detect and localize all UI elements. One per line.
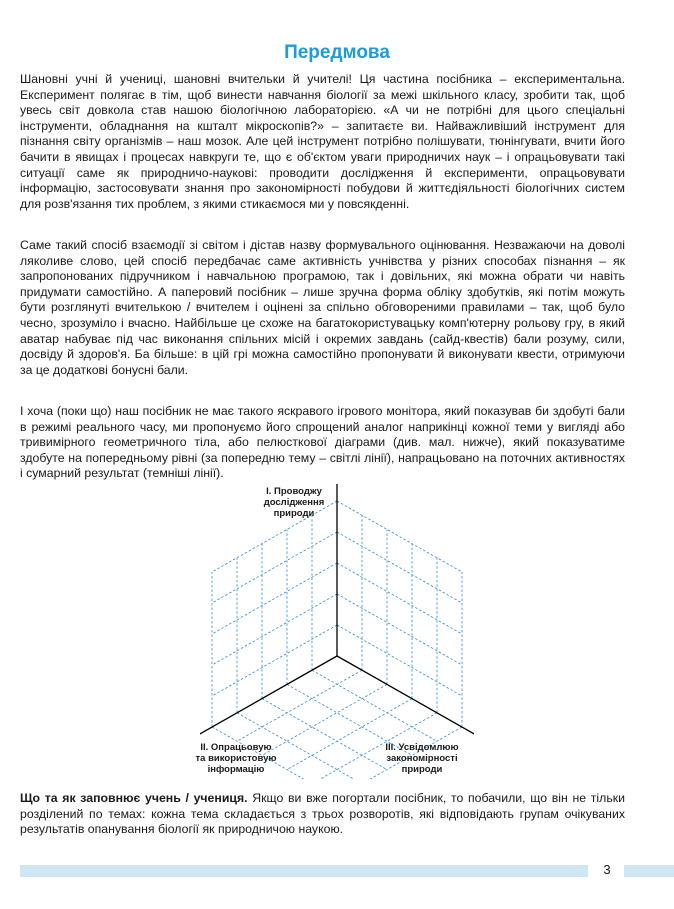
- grid-line: [337, 594, 462, 665]
- how-to-fill-heading: Що та як заповнює учень / учениця.: [20, 791, 248, 805]
- grid-line: [337, 501, 462, 572]
- intro-paragraph: Шановні учні й учениці, шановні вчительки й учителі! Ця частина посібника – експериментальна. Експеримент полягає в тім, щоб винести навчання біології за межі шкільного класу, зробити так, щоб увесь світ довкола став нашою біологічною лабораторією. «А чи не потрібні для цього спеціальні інструменти, обладнання на кшталт мікроскопів?» – запитаєте ви. Найважливіший інструмент для пізнання світу організмів – наш мозок. Але цей інструмент потрібно полішувати, тюнінгувати, вчити його бачити в явищах і процесах навкруги те, що є об'єктом уваги природничих наук – і опрацьовувати такі ситуації саме як природничо-наукові: проводити дослідження й експерименти, опрацьовувати інформацію, застосовувати знання про закономірності побудови й життєдіяльності біологічних систем для розв'язання тих проблем, з якими стикаємося ми у повсякденні.: [20, 72, 625, 211]
- page-title: Передмова: [284, 42, 390, 63]
- grid-line: [337, 532, 462, 603]
- footer-bar-right: [624, 865, 674, 877]
- grid-line: [212, 563, 337, 634]
- axes: [200, 484, 474, 738]
- page-number: 3: [603, 862, 611, 877]
- axis-label-research: І. Проводжу дослідження природи: [263, 486, 325, 519]
- how-to-fill-text: Якщо ви вже погортали посібник, то побачили, що він не тільки розділений по темах: кожна тема складається з трьох розворотів, які відповідають групам очікуваних результатів опанування біології як природничою наукою.: [20, 791, 625, 837]
- axis-label-regularities: ІІІ. Усвідомлюю закономірності природи: [385, 742, 459, 775]
- how-to-fill-paragraph: [20, 791, 625, 838]
- grid-line: [337, 563, 462, 634]
- progress-display-paragraph: І хоча (поки що) наш посібник не має такого яскравого ігрового монітора, який показував би здобуті бали в режимі реального часу, ми пропонуємо його спрощений аналог наприкінці кожної теми у вигляді або тривимірного геометричного тіла, або пелюсткової діаграми (див. мал. нижче), який показуватиме здобуте на попередньому рівні (за попередню тему – світлі лінії), напрацьовано на поточних активностях і сумарний результат (темніші лінії).: [20, 404, 625, 481]
- grid-line: [212, 594, 337, 665]
- grid-line: [237, 670, 362, 741]
- axis-information: [200, 656, 337, 736]
- grid-line: [312, 670, 437, 741]
- footer-bar-left: [20, 865, 588, 877]
- grid-line: [262, 699, 387, 770]
- axis-label-information: ІІ. Опрацьовую та використовую інформацію: [195, 742, 277, 775]
- grid-line: [262, 684, 387, 755]
- formative-assessment-paragraph: Саме такий спосіб взаємодії зі світом і дістав назву формувального оцінювання. Незважаючи на доволі ляколиве слово, цей спосіб передбачає саме активність учнівства у різних способах пізнання – як запропонованих підручником і навчальною програмою, так і довільних, які можна обрати чи навіть придумати самостійно. А паперовий посібник – лише зручна форма обліку здобутків, які потім можуть бути розглянуті вчителькою / вчителем і оцінені за спільно обговореними правилами – так, щоб було чесно, зрозуміло і вчасно. Найбільше це схоже на багатокористувацьку комп'ютерну рольову гру, в який аватар набуває під час виконання спільних місій і окремих завдань (сайд-квестів) бали розуму, сили, досвіду й здоров'я. Ба більше: в цій грі можна самостійно пропонувати й виконувати квести, отримуючи за це додаткові бонусні бали.: [20, 238, 625, 377]
- grid-line: [212, 625, 337, 696]
- grid-line: [337, 625, 462, 696]
- grid-line: [212, 532, 337, 603]
- cube-grid-diagram: [200, 484, 474, 779]
- axis-regularities: [337, 656, 474, 736]
